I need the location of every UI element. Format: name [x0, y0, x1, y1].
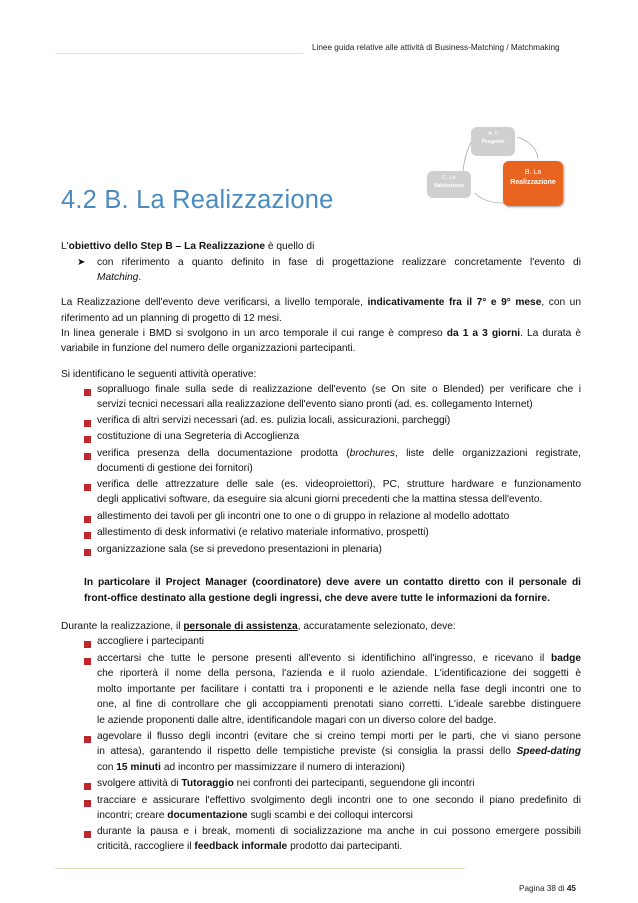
activity-7: allestimento di desk informativi (e relativo materiale informativo, prospetti): [97, 527, 429, 538]
activities-intro: Si identificano le seguenti attività operative:: [61, 369, 257, 380]
pm-note-line1: In particolare il Project Manager (coordinatore) deve avere un contatto diretto con il personale di: [84, 577, 581, 588]
pm-note-line2: front-office destinato alla gestione degli ingressi, che deve avere tutte le informazioni da fornire.: [84, 593, 550, 604]
during-3-speed-dating: Speed-dating: [516, 746, 581, 757]
square-bullet-icon: [84, 420, 91, 427]
intro-line: [61, 241, 314, 252]
activity-4-text-a: verifica presenza della documentazione prodotta (: [97, 448, 350, 459]
intro-bold: obiettivo dello Step B – La Realizzazione: [68, 241, 266, 252]
box-progetto-bottom: Progetto: [481, 139, 505, 145]
square-bullet-icon: [84, 736, 91, 743]
square-bullet-icon: [84, 783, 91, 790]
para2-line4: variabile in funzione del numero delle organizzazioni partecipanti.: [61, 343, 356, 354]
square-bullet-icon: [84, 641, 91, 648]
during-5-line2: [97, 810, 413, 821]
para2-text-c: , con un: [541, 297, 581, 308]
square-bullet-icon: [84, 831, 91, 838]
square-bullet-icon: [84, 800, 91, 807]
page-number-prefix: Pagina 38 di: [519, 884, 567, 893]
activity-8: organizzazione sala (se si prevedono presentazioni in plenaria): [97, 544, 382, 555]
during-4-tutoraggio: Tutoraggio: [181, 778, 234, 789]
activity-5-line2: degli applicativi software, da eseguire sia alcuni giorni precedenti che la mattina stessa dell'evento.: [97, 494, 543, 505]
box-valutazione: [427, 171, 471, 198]
header-rule: [55, 53, 303, 54]
square-bullet-icon: [84, 549, 91, 556]
para2-text-l3c: . La durata è: [520, 328, 581, 339]
activity-3: costituzione di una Segreteria di Accoglienza: [97, 431, 300, 442]
para2-line1: [61, 297, 581, 308]
activity-1-line2: servizi tecnici necessari alla realizzazione dell'evento siano pronti (ad. es. collegamento Internet): [97, 399, 533, 410]
during-intro-a: Durante la realizzazione, il: [61, 621, 184, 632]
activity-4-line1: [97, 448, 581, 459]
square-bullet-icon: [84, 389, 91, 396]
square-bullet-icon: [84, 484, 91, 491]
para2-bold-months: indicativamente fra il 7° e 9° mese: [367, 297, 542, 308]
during-6-text-a: criticità, raccogliere il: [97, 841, 195, 852]
during-6-line1: durante la pausa e i break, momenti di socializzazione ma anche in cui possono emergere possibili: [97, 826, 581, 837]
during-3-text-c: ad incontro per massimizzare il numero di interazioni): [161, 762, 406, 773]
during-intro: [61, 621, 456, 632]
during-4-text-c: nei confronti dei partecipanti, seguendone gli incontri: [233, 778, 475, 789]
activity-5-line1: verifica delle attrezzature delle sale (es. videoproiettori), PC, strutture hardware e funzionamento: [97, 479, 581, 490]
box-realizzazione: [503, 161, 563, 206]
during-5-documentazione: documentazione: [167, 810, 248, 821]
intro-arrow-line1: con riferimento a quanto definito in fase di progettazione realizzare concretamente l'evento di: [97, 257, 581, 268]
square-bullet-icon: [84, 658, 91, 665]
during-3-line1: agevolare il flusso degli incontri (evitare che si creino tempi morti per le parti, che vi siano persone: [97, 731, 581, 742]
box-realizzazione-bottom: Realizzazione: [510, 179, 556, 186]
during-2-line5: le aziende proponenti dalle altre, identificandole magari con un diverso colore del badge.: [97, 715, 497, 726]
during-3-line3: [97, 762, 405, 773]
during-4-text-a: svolgere attività di: [97, 778, 182, 789]
arrow-bullet-icon: ➤: [77, 257, 86, 268]
during-intro-c: , accuratamente selezionato, deve:: [297, 621, 456, 632]
para2-text-a: La Realizzazione dell'evento deve verificarsi, a livello temporale,: [61, 297, 368, 308]
activity-4-text-c: , liste delle organizzazioni registrate,: [394, 448, 581, 459]
intro-text-c: è quello di: [265, 241, 315, 252]
during-2-line1: [97, 653, 581, 664]
page-total: 45: [566, 884, 576, 893]
during-2-badge: badge: [550, 653, 581, 664]
para2-text-l3a: In linea generale i BMD si svolgono in un arco temporale il cui range è compreso: [61, 328, 447, 339]
para2-line2: riferimento ad un planning di progetto di 12 mesi.: [61, 313, 282, 324]
during-2-line4: one, al fine di controllare che gli accoppiamenti prenotati siano corretti. L'ideale sarebbe distinguere: [97, 699, 581, 710]
during-2-text-a: accertarsi che tutte le persone presenti all'evento si identifichino all'ingresso, e ricevano il: [97, 653, 551, 664]
square-bullet-icon: [84, 532, 91, 539]
during-6-text-c: prodotto dai partecipanti.: [287, 841, 403, 852]
intro-period: .: [138, 272, 142, 283]
square-bullet-icon: [84, 453, 91, 460]
step-cycle-diagram: [405, 117, 595, 207]
page-number: [519, 884, 576, 893]
during-2-line3: molto importante per facilitare i contatti tra i proponenti e le aziende nella fase degli incontri one to: [97, 684, 581, 695]
during-4: [97, 778, 475, 789]
box-progetto: [471, 127, 515, 156]
running-header: Linee guida relative alle attività di Business-Matching / Matchmaking: [312, 43, 560, 52]
intro-matching: Matching: [97, 272, 139, 283]
para2-bold-days: da 1 a 3 giorni: [446, 328, 521, 339]
during-3-text-a: in attesa), garantendo il rispetto delle tempistiche previste (si consiglia la prassi dello: [97, 746, 517, 757]
during-3-minutes: 15 minuti: [116, 762, 161, 773]
box-valutazione-bottom: Valutazione: [433, 183, 465, 189]
during-5-text-a: incontri; creare: [97, 810, 168, 821]
during-6-line2: [97, 841, 402, 852]
box-valutazione-top: C. La: [442, 175, 456, 181]
box-progetto-top: A. Il: [488, 131, 498, 137]
box-realizzazione-top: B. La: [524, 169, 542, 176]
section-title: 4.2 B. La Realizzazione: [61, 186, 334, 214]
activity-6: allestimento dei tavoli per gli incontri one to one o di gruppo in relazione al modello adottato: [97, 511, 510, 522]
during-3-line2: [97, 746, 581, 757]
during-3-text-con: con: [97, 762, 117, 773]
during-5-line1: tracciare e assicurare l'effettivo svolgimento degli incontri one to one secondo il piano predefinito di: [97, 795, 581, 806]
square-bullet-icon: [84, 516, 91, 523]
during-intro-bold: personale di assistenza: [183, 621, 298, 632]
footer-rule: [55, 868, 465, 869]
para2-line3: [61, 328, 581, 339]
activity-4-brochures: brochures: [349, 448, 395, 459]
activity-1-line1: sopralluogo finale sulla sede di realizzazione dell'evento (se On site o Blended) per verificare che i: [97, 384, 581, 395]
during-2-line2: che riporterà il nome della persona, l'azienda e il ruolo aziendale. L'identificazione dei soggetti è: [97, 668, 581, 679]
intro-arrow-line2: [97, 272, 141, 283]
activity-4-line2: documenti di gestione dei fornitori): [97, 463, 253, 474]
intro-text-a: L': [61, 241, 69, 252]
during-5-text-c: sugli scambi e dei colloqui intercorsi: [247, 810, 413, 821]
during-6-feedback: feedback informale: [194, 841, 288, 852]
activity-2: verifica di altri servizi necessari (ad. es. pulizia locali, assicurazioni, parcheggi): [97, 415, 451, 426]
during-1: accogliere i partecipanti: [97, 636, 205, 647]
square-bullet-icon: [84, 436, 91, 443]
